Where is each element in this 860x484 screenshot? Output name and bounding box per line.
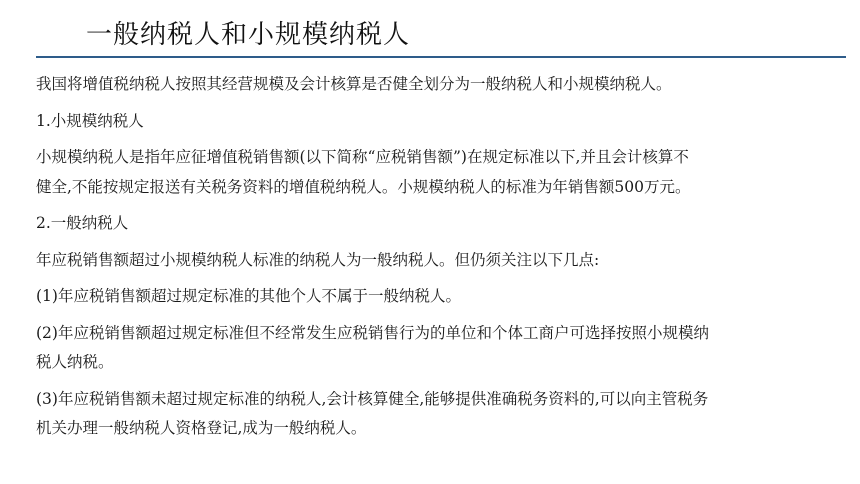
general-taxpayer-definition-paragraph: 年应税销售额超过小规模纳税人标准的纳税人为一般纳税人。但仍须关注以下几点: [36, 250, 600, 269]
note-3-paragraph [36, 385, 836, 444]
note-3-line-2: 机关办理一般纳税人资格登记,成为一般纳税人。 [36, 419, 367, 437]
note-2-paragraph [36, 319, 836, 378]
slide-title: 一般纳税人和小规模纳税人 [86, 20, 411, 50]
heading-small-scale-taxpayer: 1.小规模纳税人 [36, 111, 144, 130]
content-body [36, 70, 836, 451]
small-scale-definition-line-2: 健全,不能按规定报送有关税务资料的增值税纳税人。小规模纳税人的标准为年销售额500万元。 [36, 177, 691, 196]
note-2-line-1: (2)年应税销售额超过规定标准但不经常发生应税销售行为的单位和个体工商户可选择按照小规模纳 [36, 323, 709, 342]
title-divider [36, 56, 846, 58]
small-scale-definition-paragraph [36, 143, 836, 202]
intro-paragraph: 我国将增值税纳税人按照其经营规模及会计核算是否健全划分为一般纳税人和小规模纳税人。 [36, 75, 672, 93]
note-1-paragraph: (1)年应税销售额超过规定标准的其他个人不属于一般纳税人。 [36, 287, 461, 305]
heading-general-taxpayer: 2.一般纳税人 [36, 214, 129, 232]
note-3-line-1: (3)年应税销售额未超过规定标准的纳税人,会计核算健全,能够提供准确税务资料的,可以向主管税务 [36, 389, 709, 408]
note-2-line-2: 税人纳税。 [36, 353, 114, 371]
small-scale-definition-line-1: 小规模纳税人是指年应征增值税销售额(以下简称“应税销售额”)在规定标准以下,并且会计核算不 [36, 148, 689, 166]
